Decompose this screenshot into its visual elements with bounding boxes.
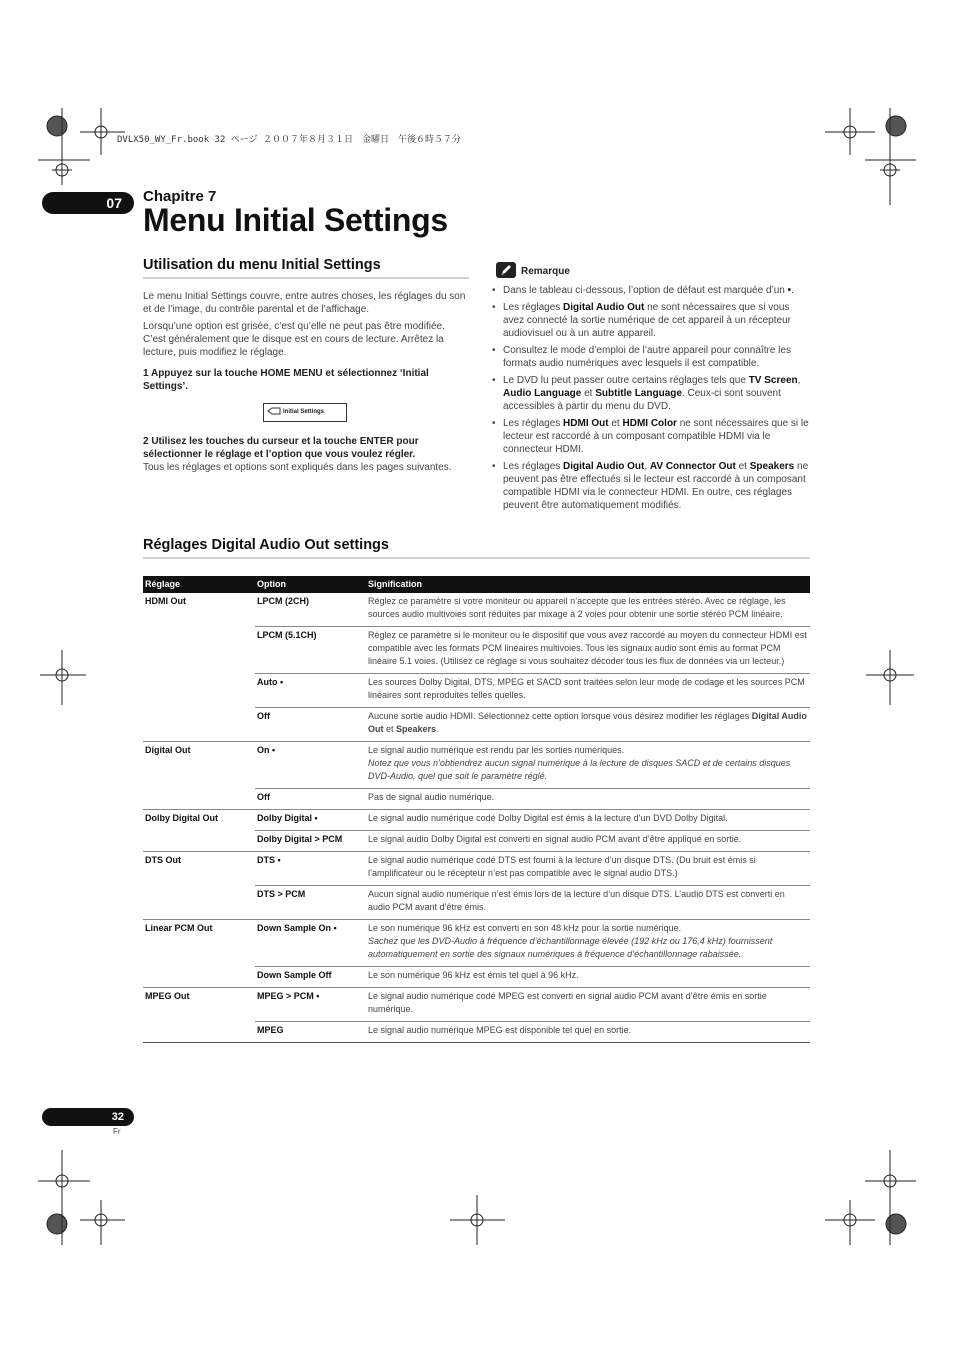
emphasis-text: Speakers [749,461,795,472]
setting-cell [143,708,255,742]
text-segment: Le signal audio numérique MPEG est disponible tel quel en sortie. [368,1025,632,1035]
note-item [492,344,810,370]
text-segment: Réglez ce paramètre si votre moniteur ou appareil n’accepte que les entrées stéréo. Avec ce réglage, les sources audio multivoies sont réduites par mixage à 2 voies pour obtenir une sortie stéréo PCM linéaire. [368,596,786,619]
emphasis-text: • [787,285,792,296]
text-segment: ne sont nécessaires que si vous avez connecté la sortie numérique de cet appareil à un récepteur audiovisuel ou à un autre appareil. [503,302,791,339]
column-header-option: Option [255,576,366,593]
emphasis-text: HDMI Out [563,418,609,429]
meaning-cell [366,674,810,708]
text-segment: et [608,418,623,429]
setting-cell [143,789,255,810]
column-header-setting: Réglage [143,576,255,593]
file-header: DVLX50_WY_Fr.book 32 ページ ２００７年８月３１日 金曜日 午後６時５７分 [117,135,462,145]
text-segment: et [581,388,596,399]
note-title: Remarque [521,266,570,277]
setting-cell: MPEG Out [143,988,255,1022]
table-row [143,920,810,967]
meaning-cell [366,831,810,852]
table-row [143,1022,810,1043]
option-cell: MPEG > PCM • [255,988,366,1022]
meaning-cell [366,967,810,988]
text-segment: Le signal audio Dolby Digital est converti en signal audio PCM avant d’être appliqué en sortie. [368,834,742,844]
note-item [492,301,810,340]
option-cell: DTS > PCM [255,886,366,920]
option-cell: Down Sample On • [255,920,366,967]
emphasis-text: Digital Audio Out [563,461,645,472]
text-segment: Pas de signal audio numérique. [368,792,495,802]
meaning-cell [366,789,810,810]
text-segment: Les réglages [503,418,564,429]
text-segment: Réglez ce paramètre si le moniteur ou le dispositif que vous avez raccordé au moyen du connecteur HDMI est compatible avec les formats PCM linéaires multivoies. Tous les signaux audio sont émis au format PCM linéaire 5.1 voies. (Utilisez ce réglage si vous souhaitez décoder tous les flux de données via un lecteur.) [368,630,807,666]
table-row [143,789,810,810]
meaning-cell [366,742,810,789]
text-segment: Le son numérique 96 kHz est converti en son 48 kHz pour la sortie numérique. [368,923,682,933]
text-segment: . [791,285,794,296]
note-item [492,460,810,512]
section-rule [143,277,469,279]
chapter-label: Chapitre 7 [143,188,217,205]
meaning-cell [366,886,810,920]
page-language: Fr [113,1127,121,1136]
text-segment: Le signal audio numérique est rendu par les sorties numériques. [368,745,625,755]
text-segment: et [735,461,750,472]
section-title-digital-audio: Réglages Digital Audio Out settings [143,537,389,553]
option-cell: DTS • [255,852,366,886]
step-2-text: Tous les réglages et options sont expliqués dans les pages suivantes. [143,462,452,473]
note-pencil-icon [496,262,516,278]
section-rule [143,557,810,559]
text-segment: Dans le tableau ci-dessous, l’option de défaut est marquée d’un [503,285,788,296]
table-row [143,627,810,674]
emphasis-text: Speakers [396,724,437,734]
text-segment: Les réglages [503,461,564,472]
page-number: 32 [42,1108,134,1126]
text-segment: Le signal audio numérique codé MPEG est converti en signal audio PCM avant d’être émis en sortie numérique. [368,991,767,1014]
initial-settings-screen [263,403,347,422]
meaning-cell [366,920,810,967]
intro-paragraph: Le menu Initial Settings couvre, entre autres choses, les réglages du son et de l’image, du contrôle parental et de l’affichage. [143,291,466,315]
option-cell: Auto • [255,674,366,708]
emphasis-text: Digital Audio Out [563,302,645,313]
setting-cell [143,886,255,920]
setting-cell: DTS Out [143,852,255,886]
emphasis-text: Digital Audio Out [368,711,807,734]
text-segment: Aucune sortie audio HDMI. Sélectionnez cette option lorsque vous désirez modifier les réglages [368,711,752,721]
meaning-cell [366,852,810,886]
text-segment: Aucun signal audio numérique n’est émis lors de la lecture d’un disque DTS. L’audio DTS est converti en audio PCM avant d’être émis. [368,889,785,912]
meaning-cell [366,708,810,742]
text-segment: , [644,461,650,472]
text-segment: ne peuvent pas être effectués si le lecteur est raccordé à un composant compatible HDMI via le connecteur HDMI. En outre, ces réglages peuvent être automatiquement modifiés. [503,461,809,511]
table-row [143,852,810,886]
text-segment: Notez que vous n’obtiendrez aucun signal numérique à la lecture de disques SACD et de certains disques DVD-Audio, quel que soit le paramètre réglé. [368,758,791,781]
meaning-cell [366,1022,810,1043]
text-segment: . Ceux-ci sont souvent accessibles à partir du menu du DVD. [503,388,781,412]
table-row [143,674,810,708]
table-row [143,831,810,852]
setting-cell: Linear PCM Out [143,920,255,967]
text-segment: Le signal audio numérique codé DTS est fourni à la lecture d’un disque DTS. (Du bruit est émis si l’amplificateur ou le récepteur n’est pas compatible avec le signal audio DTS.) [368,855,756,878]
note-item [492,374,810,413]
note-item [492,284,810,297]
option-cell: On • [255,742,366,789]
setting-cell [143,627,255,674]
digital-audio-settings-table [143,576,810,1043]
step-2: 2 Utilisez les touches du curseur et la touche ENTER pour sélectionner le réglage et l’option que vous voulez régler. [143,436,419,460]
emphasis-text: Audio Language [503,388,582,399]
option-cell: Dolby Digital > PCM [255,831,366,852]
setting-cell: Dolby Digital Out [143,810,255,831]
table-row [143,708,810,742]
text-segment: Les sources Dolby Digital, DTS, MPEG et SACD sont traitées selon leur mode de codage et les sources PCM linéaires sont reproduites telles quelles. [368,677,805,700]
emphasis-text: Subtitle Language [595,388,682,399]
setting-cell: HDMI Out [145,596,186,606]
table-row [143,988,810,1022]
option-cell: Dolby Digital • [255,810,366,831]
meaning-cell [366,810,810,831]
table-row [143,886,810,920]
note-list [492,284,810,516]
text-segment: Le signal audio numérique codé Dolby Digital est émis à la lecture d’un DVD Dolby Digital. [368,813,728,823]
option-cell: LPCM (5.1CH) [255,627,366,674]
emphasis-text: AV Connector Out [649,461,736,472]
text-segment: Consultez le mode d’emploi de l’autre appareil pour connaître les formats audio numériques avec lesquels il est compatible. [503,345,791,369]
text-segment: Sachez que les DVD-Audio à fréquence d’échantillonnage élevée (192 kHz ou 176,4 kHz) fournissent automatiquement en sortie des signaux numériques à fréquence d’échantillonnage rabaissée. [368,936,773,959]
screen-label: Initial Settings [283,409,325,415]
setting-cell [143,1022,255,1043]
column-header-meaning: Signification [366,576,810,593]
menu-icon [267,407,281,415]
option-cell: MPEG [255,1022,366,1043]
option-cell: Down Sample Off [255,967,366,988]
section-title-usage: Utilisation du menu Initial Settings [143,257,381,273]
text-segment: et [383,724,397,734]
meaning-cell [366,593,810,627]
setting-cell: Digital Out [143,742,255,789]
emphasis-text: HDMI Color [622,418,677,429]
table-row [143,967,810,988]
greyed-option-paragraph: Lorsqu’une option est grisée, c’est qu’elle ne peut pas être modifiée. C’est généralement que le disque est en cours de lecture. Arrêtez la lecture, puis modifiez le réglage. [143,321,445,358]
step-1: 1 Appuyez sur la touche HOME MENU et sélectionnez ‘Initial Settings’. [143,368,429,392]
setting-cell [143,831,255,852]
setting-cell [143,674,255,708]
table-row [143,593,810,627]
text-segment: . [436,724,439,734]
note-item [492,417,810,456]
option-cell: Off [255,708,366,742]
text-segment: Le son numérique 96 kHz est émis tel quel à 96 kHz. [368,970,579,980]
table-row [143,742,810,789]
table-row [143,810,810,831]
text-segment: ne sont nécessaires que si le lecteur est raccordé à un composant compatible HDMI via le connecteur HDMI. [503,418,809,455]
text-segment: Le DVD lu peut passer outre certains réglages tels que [503,375,749,386]
meaning-cell [366,627,810,674]
text-segment: , [797,375,801,386]
option-cell: Off [255,789,366,810]
text-segment: Les réglages [503,302,564,313]
option-cell: LPCM (2CH) [257,596,309,606]
chapter-number-tab: 07 [42,192,134,214]
page-title: Menu Initial Settings [143,202,448,238]
emphasis-text: TV Screen [748,375,798,386]
meaning-cell [366,988,810,1022]
setting-cell [143,967,255,988]
